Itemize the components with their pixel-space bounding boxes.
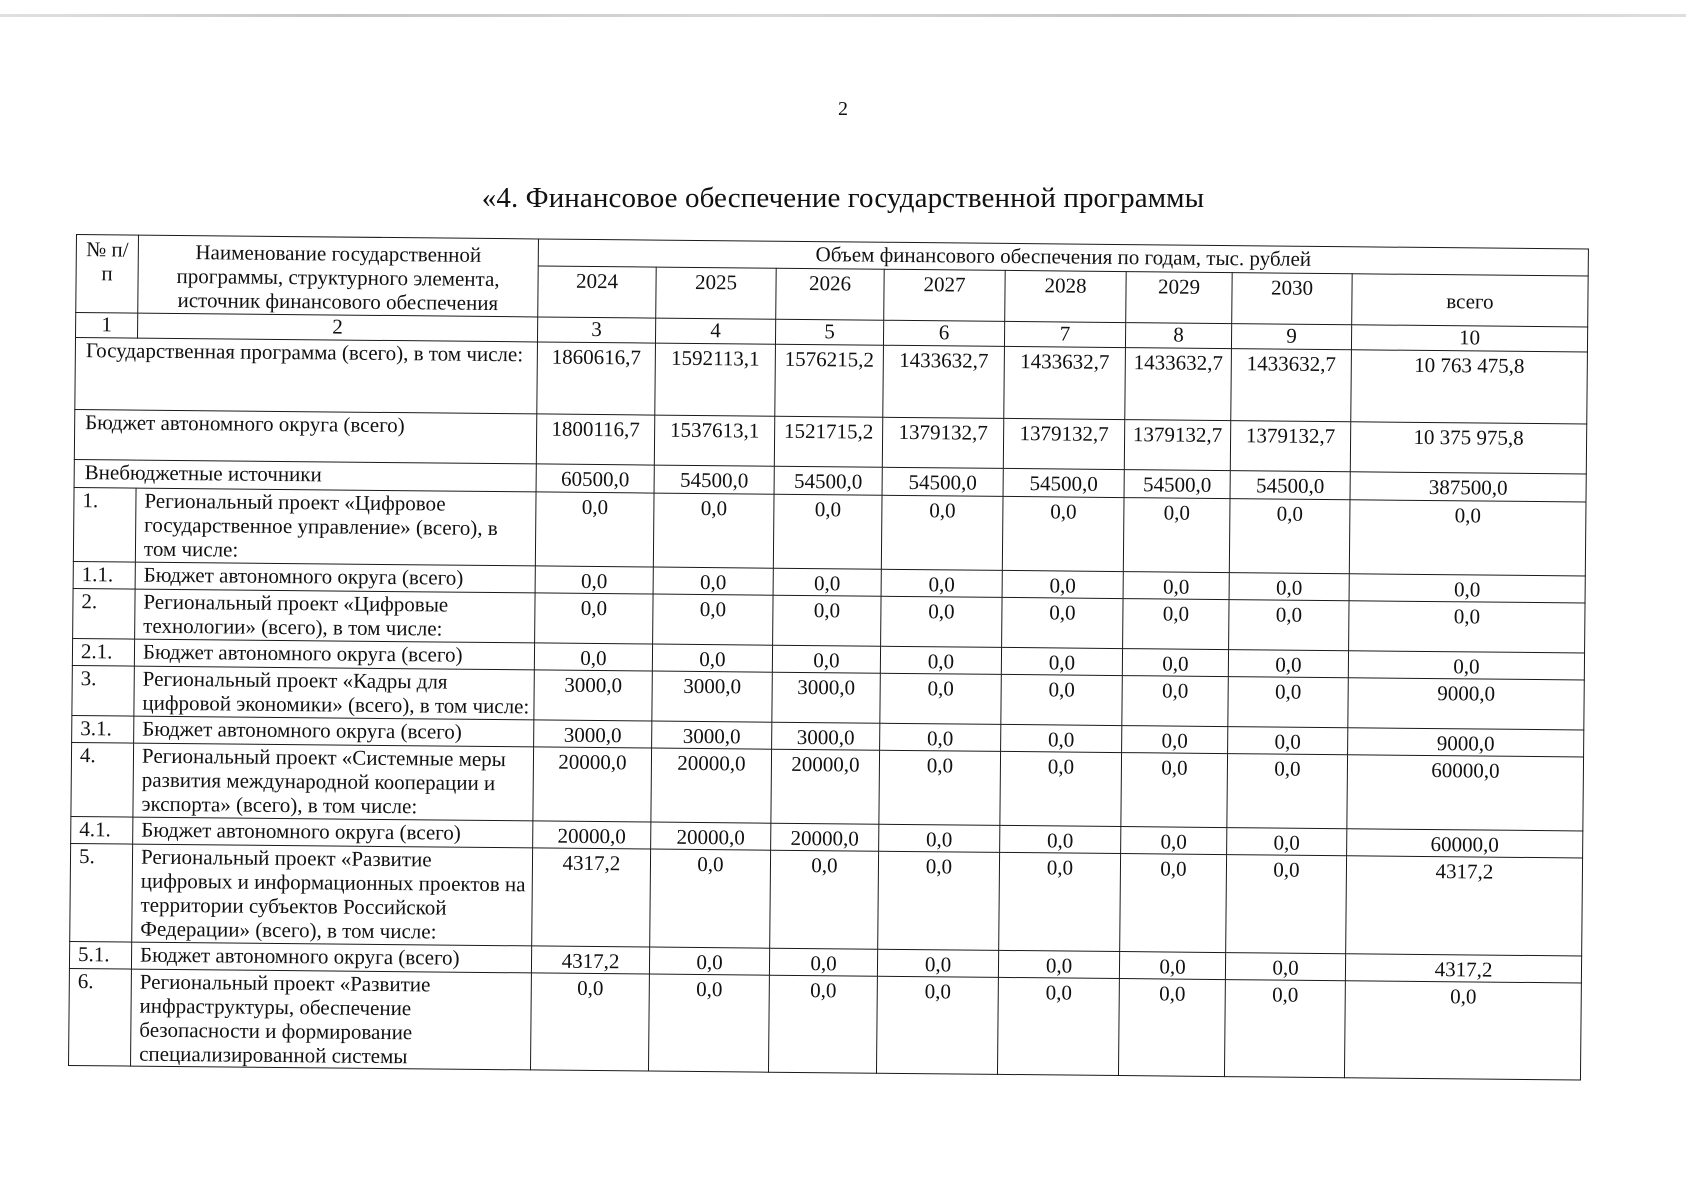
row-year-value: 0,0 <box>881 495 1003 570</box>
row-year-value: 0,0 <box>877 949 998 977</box>
row-year-value: 54500,0 <box>774 466 882 495</box>
header-year: 2030 <box>1232 273 1352 325</box>
row-name: Региональный проект «Цифровые технологии» (всего), в том числе: <box>135 589 535 643</box>
row-year-value: 0,0 <box>769 948 877 976</box>
row-year-value: 3000,0 <box>772 722 880 750</box>
row-year-value: 1860616,7 <box>537 342 656 415</box>
row-year-value: 1379132,7 <box>882 417 1003 468</box>
row-total-value: 0,0 <box>1349 601 1586 653</box>
row-year-value: 0,0 <box>879 824 1000 852</box>
row-index: 5. <box>70 843 133 942</box>
header-year: 2029 <box>1126 272 1232 324</box>
row-year-value: 1433632,7 <box>1231 349 1352 422</box>
row-year-value: 0,0 <box>878 851 1000 950</box>
row-year-value: 0,0 <box>881 596 1002 647</box>
row-year-value: 20000,0 <box>771 749 880 824</box>
row-year-value: 0,0 <box>1123 599 1229 650</box>
row-year-value: 0,0 <box>1121 827 1227 855</box>
header-total: всего <box>1352 274 1589 327</box>
row-year-value: 0,0 <box>1121 753 1228 828</box>
row-year-value: 1592113,1 <box>655 343 776 416</box>
row-year-value: 0,0 <box>1122 649 1228 677</box>
row-year-value: 0,0 <box>649 947 769 975</box>
table-body <box>69 338 1588 1080</box>
row-year-value: 0,0 <box>1002 597 1123 648</box>
row-year-value: 0,0 <box>879 750 1001 825</box>
row-year-value: 0,0 <box>881 569 1002 597</box>
row-year-value: 1433632,7 <box>1125 348 1232 421</box>
row-year-value: 0,0 <box>1000 825 1121 853</box>
row-year-value: 0,0 <box>1001 724 1122 752</box>
header-year: 2028 <box>1005 270 1126 322</box>
row-year-value: 0,0 <box>768 975 877 1073</box>
row-year-value: 54500,0 <box>1230 471 1350 500</box>
column-number: 9 <box>1231 324 1351 350</box>
row-year-value: 54500,0 <box>654 465 774 494</box>
row-total-value: 0,0 <box>1348 651 1584 680</box>
row-year-value: 0,0 <box>1001 647 1122 675</box>
header-year: 2024 <box>538 266 656 318</box>
row-total-value: 4317,2 <box>1345 954 1581 983</box>
row-total-value: 0,0 <box>1344 981 1581 1080</box>
row-year-value: 3000,0 <box>652 671 772 722</box>
row-year-value: 20000,0 <box>533 747 652 822</box>
row-year-value: 1433632,7 <box>883 345 1005 418</box>
row-total-value: 60000,0 <box>1347 829 1583 858</box>
scan-edge-artifact <box>0 14 1686 17</box>
row-name: Внебюджетные источники <box>74 459 536 491</box>
row-year-value: 0,0 <box>1224 980 1345 1078</box>
row-name: Бюджет автономного округа (всего) <box>74 409 536 463</box>
row-index: 2.1. <box>72 638 134 666</box>
header-year: 2025 <box>656 267 776 319</box>
row-year-value: 20000,0 <box>651 748 772 823</box>
row-year-value: 20000,0 <box>533 821 651 849</box>
row-year-value: 0,0 <box>535 593 653 644</box>
row-year-value: 0,0 <box>535 566 653 594</box>
row-year-value: 0,0 <box>880 673 1001 724</box>
row-year-value: 0,0 <box>1226 855 1347 954</box>
row-total-value: 9000,0 <box>1348 728 1584 757</box>
row-year-value: 60500,0 <box>536 464 654 493</box>
row-year-value: 3000,0 <box>772 672 880 723</box>
row-year-value: 0,0 <box>1228 650 1348 678</box>
row-name: Региональный проект «Системные меры развития международной кооперации и экспорта» (всего), в том числе: <box>133 743 534 821</box>
row-index: 1. <box>73 487 136 562</box>
row-year-value: 0,0 <box>530 973 649 1071</box>
row-year-value: 0,0 <box>653 493 774 568</box>
table-row <box>69 968 1582 1080</box>
document-title: «4. Финансовое обеспечение государственной программы <box>481 182 1205 214</box>
row-year-value: 0,0 <box>1229 573 1349 601</box>
row-name: Региональный проект «Развитие цифровых и информационных проектов на территории субъектов Российской Федерации» (всего), в том числе: <box>132 844 533 946</box>
row-year-value: 1379132,7 <box>1230 421 1350 472</box>
row-year-value: 20000,0 <box>771 823 879 851</box>
column-number: 10 <box>1351 325 1587 352</box>
row-name: Бюджет автономного округа (всего) <box>135 562 535 593</box>
column-number: 6 <box>883 320 1004 346</box>
row-name: Региональный проект «Развитие инфраструктуры, обеспечение безопасности и формирование специализированной системы <box>131 969 532 1070</box>
row-year-value: 0,0 <box>773 595 881 646</box>
row-year-value: 0,0 <box>880 646 1001 674</box>
row-year-value: 0,0 <box>1122 676 1228 727</box>
row-index: 4.1. <box>71 816 133 844</box>
row-year-value: 0,0 <box>1120 854 1227 953</box>
row-total-value: 10 375 975,8 <box>1350 422 1587 474</box>
row-year-value: 0,0 <box>773 494 882 569</box>
row-year-value: 0,0 <box>770 850 879 949</box>
column-number: 1 <box>76 313 138 339</box>
row-year-value: 1379132,7 <box>1124 420 1230 471</box>
row-year-value: 54500,0 <box>882 467 1003 496</box>
row-year-value: 0,0 <box>1228 677 1348 728</box>
row-year-value: 1433632,7 <box>1004 346 1126 419</box>
row-index: 5.1. <box>69 941 131 969</box>
row-name: Бюджет автономного округа (всего) <box>134 716 534 747</box>
column-number: 4 <box>655 318 775 344</box>
row-year-value: 0,0 <box>1227 828 1347 856</box>
row-year-value: 0,0 <box>998 950 1119 978</box>
financing-table-wrapper <box>68 234 1588 1080</box>
row-year-value: 1521715,2 <box>774 416 882 467</box>
row-total-value: 4317,2 <box>1346 856 1583 956</box>
row-year-value: 0,0 <box>876 976 998 1074</box>
row-year-value: 0,0 <box>773 568 881 596</box>
column-number: 2 <box>138 313 538 342</box>
row-year-value: 0,0 <box>535 492 654 567</box>
row-year-value: 1379132,7 <box>1003 418 1124 469</box>
column-number: 5 <box>775 319 883 345</box>
row-name: Государственная программа (всего), в том числе: <box>75 338 538 414</box>
row-year-value: 0,0 <box>1229 600 1349 651</box>
header-years-group: Объем финансового обеспечения по годам, тыс. рублей <box>538 239 1588 276</box>
table-row <box>70 843 1583 956</box>
row-year-value: 0,0 <box>1229 499 1350 574</box>
row-year-value: 0,0 <box>1225 953 1345 981</box>
header-index: № п/п <box>76 235 139 314</box>
column-number: 3 <box>537 317 655 343</box>
row-year-value: 0,0 <box>1002 570 1123 598</box>
row-year-value: 0,0 <box>1118 979 1225 1077</box>
row-year-value: 4317,2 <box>531 946 649 974</box>
row-year-value: 0,0 <box>1123 572 1229 600</box>
row-year-value: 0,0 <box>534 643 652 671</box>
row-year-value: 3000,0 <box>652 721 772 749</box>
row-index: 2. <box>73 588 135 639</box>
row-year-value: 4317,2 <box>532 848 651 947</box>
row-year-value: 3000,0 <box>534 720 652 748</box>
row-year-value: 0,0 <box>880 723 1001 751</box>
row-year-value: 0,0 <box>772 645 880 673</box>
row-name: Региональный проект «Цифровое государственное управление» (всего), в том числе: <box>135 488 536 566</box>
row-total-value: 9000,0 <box>1348 678 1585 730</box>
row-year-value: 0,0 <box>1119 952 1225 980</box>
row-year-value: 54500,0 <box>1003 468 1124 497</box>
row-year-value: 0,0 <box>1123 498 1230 573</box>
row-year-value: 0,0 <box>653 594 773 645</box>
row-year-value: 0,0 <box>1227 754 1348 829</box>
row-year-value: 3000,0 <box>534 670 652 721</box>
row-year-value: 20000,0 <box>651 822 771 850</box>
row-index: 6. <box>69 968 132 1066</box>
row-name: Региональный проект «Кадры для цифровой экономики» (всего), в том числе: <box>134 666 534 720</box>
row-total-value: 0,0 <box>1349 574 1585 603</box>
row-name: Бюджет автономного округа (всего) <box>134 639 534 670</box>
row-index: 3. <box>72 665 134 716</box>
column-number: 7 <box>1004 321 1125 347</box>
header-year: 2026 <box>776 268 884 320</box>
row-total-value: 387500,0 <box>1350 472 1586 502</box>
row-index: 4. <box>71 742 134 817</box>
page-number: 2 <box>838 98 848 120</box>
row-year-value: 0,0 <box>1002 496 1124 571</box>
row-year-value: 0,0 <box>999 852 1121 951</box>
header-year: 2027 <box>884 269 1005 321</box>
row-year-value: 0,0 <box>652 644 772 672</box>
row-year-value: 54500,0 <box>1124 470 1230 499</box>
row-total-value: 60000,0 <box>1347 755 1584 831</box>
row-year-value: 1800116,7 <box>536 414 654 465</box>
column-number: 8 <box>1125 323 1231 349</box>
row-name: Бюджет автономного округа (всего) <box>133 817 533 848</box>
row-year-value: 0,0 <box>1228 727 1348 755</box>
row-year-value: 0,0 <box>653 567 773 595</box>
header-name: Наименование государственной программы, структурного элемента, источник финансового обеспечения <box>138 235 539 317</box>
row-index: 1.1. <box>73 561 135 589</box>
row-year-value: 0,0 <box>997 977 1119 1075</box>
row-year-value: 0,0 <box>648 974 769 1072</box>
row-total-value: 10 763 475,8 <box>1351 350 1588 424</box>
row-total-value: 0,0 <box>1349 500 1586 576</box>
row-year-value: 1537613,1 <box>654 415 774 466</box>
row-name: Бюджет автономного округа (всего) <box>131 942 531 973</box>
row-year-value: 0,0 <box>1122 726 1228 754</box>
row-year-value: 0,0 <box>650 849 771 948</box>
row-year-value: 0,0 <box>1001 674 1122 725</box>
row-year-value: 0,0 <box>1000 751 1122 826</box>
row-year-value: 1576215,2 <box>775 344 884 417</box>
row-index: 3.1. <box>72 715 134 743</box>
financing-table <box>68 234 1589 1080</box>
